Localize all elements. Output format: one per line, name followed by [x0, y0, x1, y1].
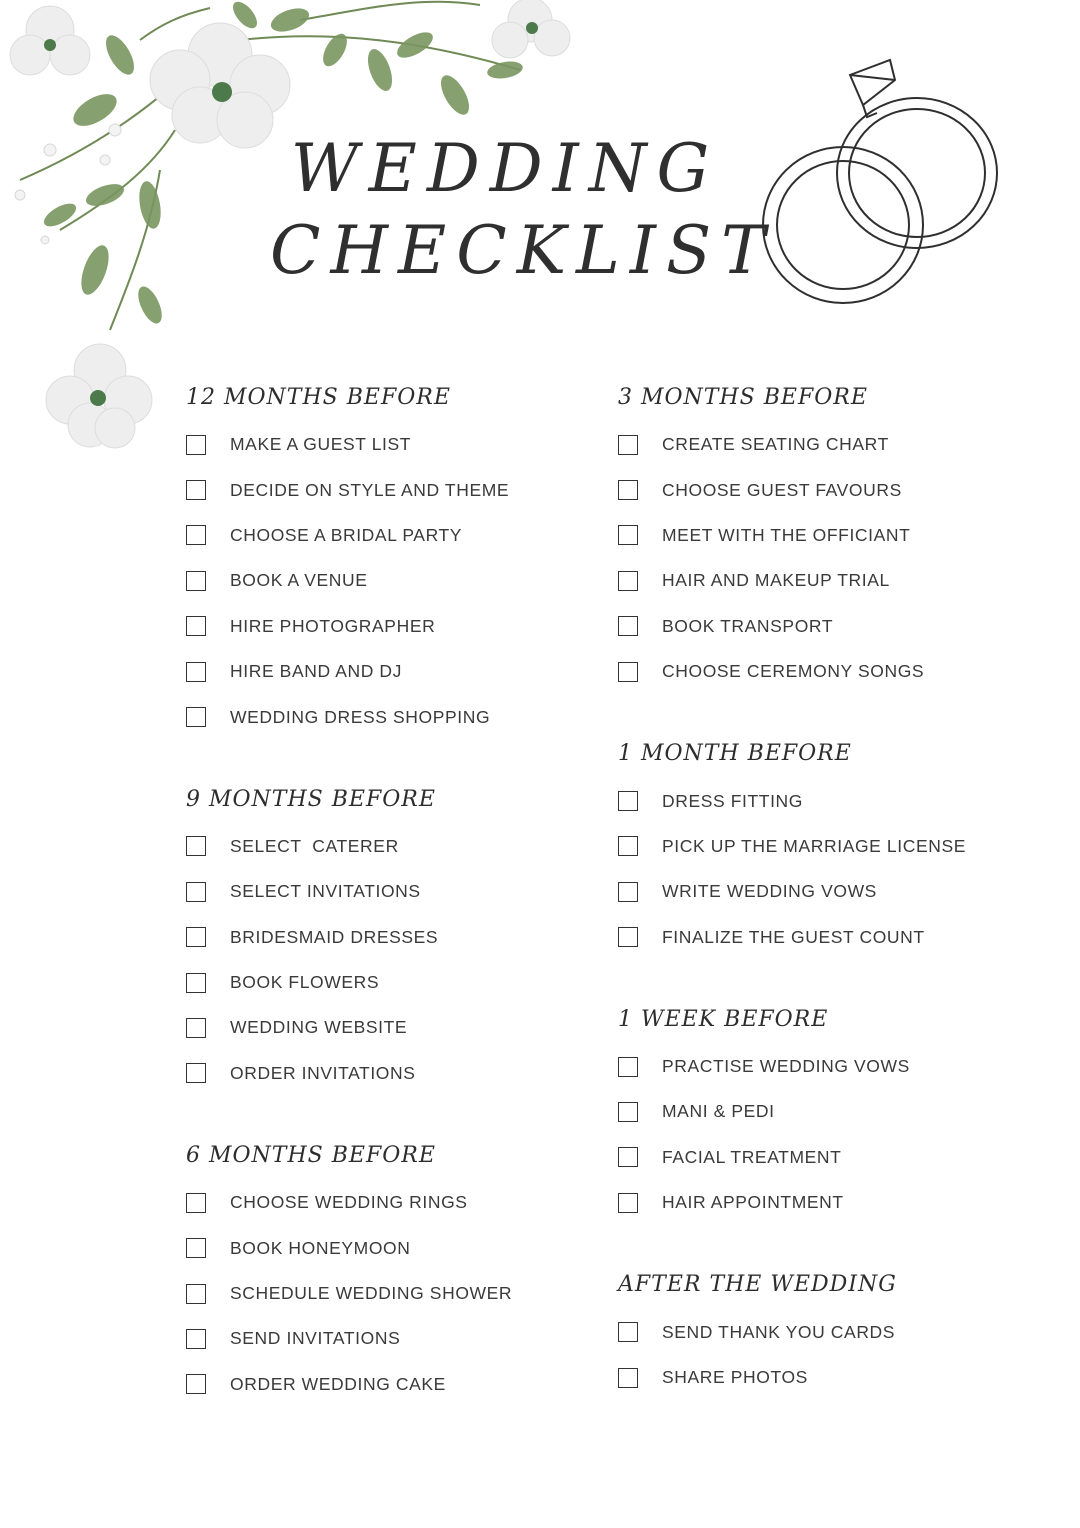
checklist-item[interactable] [186, 513, 576, 558]
checklist-item[interactable] [618, 467, 1018, 512]
checkbox-icon[interactable] [618, 1147, 638, 1167]
checkbox-icon[interactable] [186, 616, 206, 636]
checklist-item[interactable] [186, 960, 576, 1005]
checklist-item[interactable] [186, 1005, 576, 1050]
item-label: SELECT INVITATIONS [230, 881, 421, 902]
checkbox-icon[interactable] [186, 435, 206, 455]
checkbox-icon[interactable] [618, 571, 638, 591]
checklist-item[interactable] [186, 558, 576, 603]
checklist-item[interactable] [186, 1362, 576, 1407]
checklist-item[interactable] [186, 649, 576, 694]
title-line-1: WEDDING [290, 130, 720, 207]
checklist-item[interactable] [618, 1355, 1018, 1400]
checkbox-icon[interactable] [618, 1102, 638, 1122]
checklist-item[interactable] [618, 422, 1018, 467]
checklist-item[interactable] [186, 824, 576, 869]
checkbox-icon[interactable] [186, 571, 206, 591]
checklist-item[interactable] [186, 1271, 576, 1316]
item-label: CHOOSE A BRIDAL PARTY [230, 524, 463, 545]
checkbox-icon[interactable] [618, 882, 638, 902]
section-6-months [186, 1136, 576, 1407]
checkbox-icon[interactable] [186, 973, 206, 993]
item-label: HIRE BAND AND DJ [230, 661, 402, 682]
section-heading: 12 MONTHS BEFORE [186, 385, 451, 410]
checkbox-icon[interactable] [618, 791, 638, 811]
checkbox-icon[interactable] [186, 1329, 206, 1349]
checkbox-icon[interactable] [618, 662, 638, 682]
checkbox-icon[interactable] [618, 1368, 638, 1388]
checklist-item[interactable] [186, 1051, 576, 1096]
item-label: DRESS FITTING [662, 790, 803, 811]
checkbox-icon[interactable] [186, 1193, 206, 1213]
checklist-item[interactable] [186, 422, 576, 467]
item-label: HIRE PHOTOGRAPHER [230, 615, 436, 636]
checklist-item[interactable] [618, 1309, 1018, 1354]
item-label: SHARE PHOTOS [662, 1367, 808, 1388]
checklist-item[interactable] [618, 558, 1018, 603]
checkbox-icon[interactable] [186, 525, 206, 545]
item-label: WEDDING WEBSITE [230, 1017, 408, 1038]
checklist-item[interactable] [618, 1089, 1018, 1134]
checkbox-icon[interactable] [186, 662, 206, 682]
section-heading: 6 MONTHS BEFORE [186, 1143, 436, 1169]
item-label: FACIAL TREATMENT [662, 1146, 842, 1167]
checklist-item[interactable] [618, 824, 1018, 869]
checklist-item[interactable] [186, 869, 576, 914]
item-label: CREATE SEATING CHART [662, 434, 889, 455]
checklist-item[interactable] [618, 649, 1018, 694]
item-label: ORDER WEDDING CAKE [230, 1373, 446, 1394]
item-label: FINALIZE THE GUEST COUNT [662, 926, 925, 947]
section-heading: 3 MONTHS BEFORE [618, 385, 868, 410]
page-title [270, 128, 776, 292]
checkbox-icon[interactable] [618, 1193, 638, 1213]
section-after-wedding [618, 1265, 1018, 1400]
checkbox-icon[interactable] [186, 927, 206, 947]
checklist-item[interactable] [618, 1044, 1018, 1089]
item-label: CHOOSE WEDDING RINGS [230, 1192, 468, 1213]
checklist-item[interactable] [618, 778, 1018, 823]
checkbox-icon[interactable] [618, 836, 638, 856]
checkbox-icon[interactable] [618, 525, 638, 545]
section-1-week [618, 1000, 1018, 1226]
checkbox-icon[interactable] [186, 1238, 206, 1258]
item-label: HAIR APPOINTMENT [662, 1192, 844, 1213]
section-3-months [618, 378, 1018, 694]
item-label: BOOK A VENUE [230, 570, 368, 591]
checklist-item[interactable] [618, 1135, 1018, 1180]
item-label: DECIDE ON STYLE AND THEME [230, 479, 510, 500]
section-12-months [186, 378, 576, 740]
checklist-item[interactable] [618, 604, 1018, 649]
left-column [186, 378, 576, 1447]
right-column [618, 378, 1018, 1440]
checkbox-icon[interactable] [186, 882, 206, 902]
item-label: SELECT CATERER [230, 835, 399, 856]
item-label: PICK UP THE MARRIAGE LICENSE [662, 835, 967, 856]
section-heading: 1 WEEK BEFORE [618, 1006, 829, 1032]
wedding-rings-icon [755, 55, 1010, 315]
checkbox-icon[interactable] [618, 480, 638, 500]
checklist-item[interactable] [186, 915, 576, 960]
checkbox-icon[interactable] [618, 616, 638, 636]
item-label: ORDER INVITATIONS [230, 1062, 416, 1083]
item-label: BOOK HONEYMOON [230, 1237, 411, 1258]
item-label: CHOOSE CEREMONY SONGS [662, 661, 925, 682]
checkbox-icon[interactable] [186, 480, 206, 500]
section-heading: 1 MONTH BEFORE [618, 741, 852, 767]
checkbox-icon[interactable] [186, 1018, 206, 1038]
section-heading: 9 MONTHS BEFORE [186, 786, 436, 812]
checkbox-icon[interactable] [618, 927, 638, 947]
title-line-2: CHECKLIST [270, 212, 776, 289]
section-1-month [618, 734, 1018, 960]
checkbox-icon[interactable] [618, 435, 638, 455]
section-9-months [186, 780, 576, 1096]
checkbox-icon[interactable] [186, 1374, 206, 1394]
item-label: MANI & PEDI [662, 1101, 775, 1122]
checkbox-icon[interactable] [618, 1057, 638, 1077]
checkbox-icon[interactable] [186, 1063, 206, 1083]
checklist-item[interactable] [186, 1180, 576, 1225]
item-label: WEDDING DRESS SHOPPING [230, 706, 491, 727]
checkbox-icon[interactable] [186, 836, 206, 856]
checklist-item[interactable] [186, 694, 576, 739]
checklist-item[interactable] [186, 1316, 576, 1361]
item-label: WRITE WEDDING VOWS [662, 881, 877, 902]
item-label: BRIDESMAID DRESSES [230, 926, 439, 947]
item-label: BOOK FLOWERS [230, 972, 380, 993]
item-label: HAIR AND MAKEUP TRIAL [662, 570, 890, 591]
item-label: CHOOSE GUEST FAVOURS [662, 479, 902, 500]
item-label: SEND THANK YOU CARDS [662, 1321, 896, 1342]
item-label: MAKE A GUEST LIST [230, 434, 412, 455]
item-label: SCHEDULE WEDDING SHOWER [230, 1283, 513, 1304]
checklist-item[interactable] [186, 604, 576, 649]
item-label: BOOK TRANSPORT [662, 615, 834, 636]
item-label: MEET WITH THE OFFICIANT [662, 524, 911, 545]
checkbox-icon[interactable] [186, 707, 206, 727]
checklist-item[interactable] [618, 869, 1018, 914]
checklist-item[interactable] [186, 467, 576, 512]
checkbox-icon[interactable] [186, 1284, 206, 1304]
checklist-item[interactable] [618, 915, 1018, 960]
checklist-item[interactable] [186, 1225, 576, 1270]
item-label: PRACTISE WEDDING VOWS [662, 1056, 910, 1077]
item-label: SEND INVITATIONS [230, 1328, 401, 1349]
checklist-item[interactable] [618, 1180, 1018, 1225]
checkbox-icon[interactable] [618, 1322, 638, 1342]
checklist-item[interactable] [618, 513, 1018, 558]
section-heading: AFTER THE WEDDING [618, 1272, 897, 1298]
